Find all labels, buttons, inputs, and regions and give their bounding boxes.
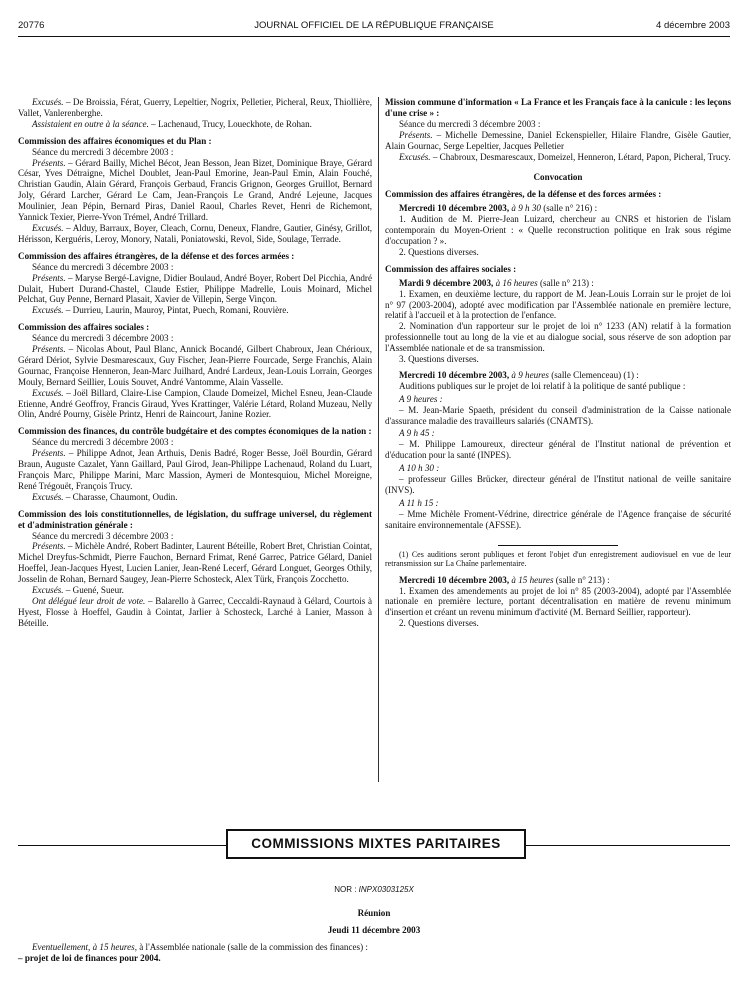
box-line-right [526,845,730,846]
attendance-paragraph: Excusés. – Alduy, Barraux, Boyer, Cleach, Cornu, Deneux, Flandre, Gautier, Ginésy, Grillot, Hérisson, Kerguéris, Leroy, Monory, Natali, Poniatowski, Revol, Side, Soulage, Terrade. [18,222,372,244]
committee-title: Commission des lois constitutionnelles, de législation, du suffrage universel, du règlement et d'administration générale : [18,508,372,530]
issue-date: 4 décembre 2003 [656,20,730,31]
attendance-paragraph: Excusés. – Charasse, Chaumont, Oudin. [32,491,178,502]
auditions-intro: Auditions publiques sur le projet de loi relatif à la politique de santé publique : [399,380,686,391]
header-rule [18,36,730,37]
mission-seance: Séance du mercredi 3 décembre 2003 : [399,118,541,129]
box-line-left [18,845,226,846]
column-divider [378,97,379,782]
footnote: (1) Ces auditions seront publiques et feront l'objet d'un enregistrement audiovisuel en vue de leur retransmission sur La Chaîne parlementaire. [385,549,731,569]
page-header [18,20,730,34]
right-column [385,97,731,629]
reunion-event: Eventuellement, à 15 heures, à l'Assemblée nationale (salle de la commission des finances) : – projet de loi de finances pour 2004. [18,942,730,964]
cmp-box-title: COMMISSIONS MIXTES PARITAIRES [226,829,526,859]
audition-time-4: A 11 h 15 : [399,497,439,508]
soc-item-1: 1. Examen, en deuxième lecture, du rapport de M. Jean-Louis Lorrain sur le projet de loi n° 97 (2003-2004), adopté avec modification par l'Assemblée nationale en première lecture, relatif à l'accueil et à la protection de l'enfance. [385,288,731,321]
attendance-paragraph: Présents. – Nicolas About, Paul Blanc, Annick Bocandé, Gilbert Chabroux, Jean Chérioux, Gérard Dériot, Sylvie Desmarescaux, Guy Fischer, Jean-Pierre Fourcade, Serge Franchis, Alain Gournac, Françoise Henneron, Jean-Marc Juilhard, André Lardeux, Jean-Louis Lorrain, Georges Mouly, Bernard Seillier, Louis Souvet, André Vantomme, Alain Vasselle. [18,344,372,387]
mission-title: Mission commune d'information « La France et les Français face à la canicule : les leçons d'une crise » : [385,97,731,118]
attendance-paragraph: Présents. – Maryse Bergé-Lavigne, Didier Boulaud, André Boyer, Robert Del Picchia, André Dulait, Hubert Durand-Chastel, Claude Estier, Philippe Madrelle, Louis Moinard, Michel Pelchat, Guy Penne, Bernard Plasait, Xavier de Villepin, Serge Vinçon. [18,272,372,305]
seance-line: Séance du mercredi 3 décembre 2003 : [32,437,174,448]
soc-date: Mardi 9 décembre 2003, à 16 heures (salle n° 213) : [399,277,594,288]
aff-etr-item-1: 1. Audition de M. Pierre-Jean Luizard, chercheur au CNRS et historien de l'islam contemporain du Moyen-Orient : « Quelle reconstruction politique en Irak sous régime d'occupation ? ». [385,214,731,246]
audition-time-1: A 9 heures : [399,393,443,404]
committee-title: Commission des affaires étrangères, de la défense et des forces armées : [18,250,295,261]
aff-etr-item-2: 2. Questions diverses. [399,246,479,257]
audition-1: – M. Jean-Marie Spaeth, président du conseil d'administration de la Caisse nationale d'assurance maladie des travailleurs salariés (CNAMTS). [385,404,731,426]
aff-etr-date: Mercredi 10 décembre 2003, à 9 h 30 (salle n° 216) : [399,203,598,214]
nor-line: NOR : INPX0303125X [334,885,414,894]
seance-line: Séance du mercredi 3 décembre 2003 : [32,530,174,541]
attendance-paragraph: Excusés. – De Broissia, Férat, Guerry, Lepeltier, Nogrix, Pelletier, Picheral, Reux, Thiollière, Vallet, Vanlerenberghe. [18,97,372,118]
reunion-title: Réunion [357,908,391,918]
soc3-item-1: 1. Examen des amendements au projet de loi n° 85 (2003-2004), adopté par l'Assemblée nationale en première lecture, portant décentralisation en matière de revenu minimum d'insertion et créant un revenu minimum d'activité (M. Bernard Seillier, rapporteur). [385,585,731,618]
attendance-paragraph: Présents. – Michèle André, Robert Badinter, Laurent Béteille, Robert Bret, Christian Cointat, Michel Dreyfus-Schmidt, Pierre Fauchon, Bernard Frimat, René Garrec, Patrice Gélard, Daniel Hoeffel, Jean-Jacques Hyest, Lucien Lanier, Jean-René Lecerf, Gérard Longuet, Georges Othily, Josselin de Rohan, Bernard Saugey, Jean-Pierre Schosteck, Alex Türk, François Zocchetto. [18,541,372,585]
committee-title: Commission des affaires sociales : [18,322,150,333]
audition-3: – professeur Gilles Brücker, directeur général de l'Institut national de veille sanitaire (INVS). [385,474,731,495]
soc-item-3: 3. Questions diverses. [399,354,479,365]
reunion-date: Jeudi 11 décembre 2003 [327,925,421,935]
audition-time-3: A 10 h 30 : [399,463,440,474]
attendance-paragraph: Excusés. – Guené, Sueur. [32,585,124,596]
seance-line: Séance du mercredi 3 décembre 2003 : [32,261,174,272]
attendance-paragraph: Assistaient en outre à la séance. – Lachenaud, Trucy, Loueckhote, de Rohan. [32,118,312,129]
soc3-item-2: 2. Questions diverses. [399,618,479,629]
committee-title: Commission des affaires économiques et du Plan : [18,135,212,146]
soc-title: Commission des affaires sociales : [385,263,517,274]
audition-2: – M. Philippe Lamoureux, directeur général de l'Institut national de prévention et d'éducation pour la santé (INPES). [385,439,731,461]
committee-title: Commission des finances, du contrôle budgétaire et des comptes économiques de la nation : [18,426,372,437]
convocation-title: Convocation [533,172,583,183]
attendance-paragraph: Excusés. – Durrieu, Laurin, Mauroy, Pintat, Puech, Romani, Rouvière. [32,305,289,316]
mission-presents: Présents. – Michelle Demessine, Daniel Eckenspieller, Hilaire Flandre, Gisèle Gautier, Alain Gournac, Serge Lepeltier, Jacques Pelletier [385,129,731,151]
attendance-paragraph: Présents. – Philippe Adnot, Jean Arthuis, Denis Badré, Roger Besse, Joël Bourdin, Gérard Braun, Auguste Cazalet, Yann Gaillard, Paul Girod, Jean-Philippe Lachenaud, Roland du Luart, François Marc, Philippe Marini, Marc Massion, Aymeri de Montesquiou, Michel Moreigne, René Trégouët, François Trucy. [18,448,372,491]
soc-item-2: 2. Nomination d'un rapporteur sur le projet de loi n° 1233 (AN) relatif à la formation professionnelle tout au long de la vie et au dialogue social, sous réserve de son adoption par l'Assemblée nationale et de sa transmission. [385,321,731,354]
audition-4: – Mme Michèle Froment-Védrine, directrice générale de l'Agence française de sécurité sanitaire environnementale (AFSSE). [385,508,731,530]
mission-excuses: Excusés. – Chabroux, Desmarescaux, Domeizel, Henneron, Létard, Papon, Picheral, Trucy. [399,151,731,162]
seance-line: Séance du mercredi 3 décembre 2003 : [32,146,174,157]
reunion-event-item: – projet de loi de finances pour 2004. [18,953,161,963]
left-column [18,97,372,629]
soc2-date: Mercredi 10 décembre 2003, à 9 heures (salle Clemenceau) (1) : [399,369,639,380]
seance-line: Séance du mercredi 3 décembre 2003 : [32,333,174,344]
attendance-paragraph: Ont délégué leur droit de vote. – Balarello à Garrec, Ceccaldi-Raynaud à Gélard, Courtois à Hyest, Flosse à Hoeffel, Gaudin à Cointat, Jarlier à Schosteck, Larché à Lanier, Masson à Béteille. [18,595,372,628]
footnote-rule [498,545,618,546]
soc3-date: Mercredi 10 décembre 2003, à 15 heures (salle n° 213) : [399,574,610,585]
attendance-paragraph: Excusés. – Joël Billard, Claire-Lise Campion, Claude Domeizel, Michel Esneu, Jean-Claude Etienne, André Geoffroy, Francis Giraud, Yves Krattinger, Valérie Létard, Roland Muzeau, Nelly Olin, André Pourny, Gisèle Printz, Henri de Raincourt, Janine Rozier. [18,387,372,420]
journal-title: JOURNAL OFFICIEL DE LA RÉPUBLIQUE FRANÇAISE [254,20,494,31]
attendance-paragraph: Présents. – Gérard Bailly, Michel Bécot, Jean Besson, Jean Bizet, Dominique Braye, Gérard César, Yves Détraigne, Michel Doublet, Jean-Paul Emorine, Jean-Paul Emin, Alain Fouché, Christian Gaudin, Alain Gérard, François Gerbaud, Francis Grignon, Georges Gruillot, Bernard Joly, Gérard Larcher, Gérard Le Cam, Jean-François Le Grand, André Lejeune, Jacques Moulinier, Jean Pépin, Bernard Piras, Daniel Raoul, Charles Revet, Henri de Richemont, Yannick Texier, Pierre-Yvon Trémel, André Trillard. [18,157,372,223]
audition-time-2: A 9 h 45 : [399,428,435,439]
page-number: 20776 [18,20,45,31]
aff-etr-title: Commission des affaires étrangères, de la défense et des forces armées : [385,189,662,200]
